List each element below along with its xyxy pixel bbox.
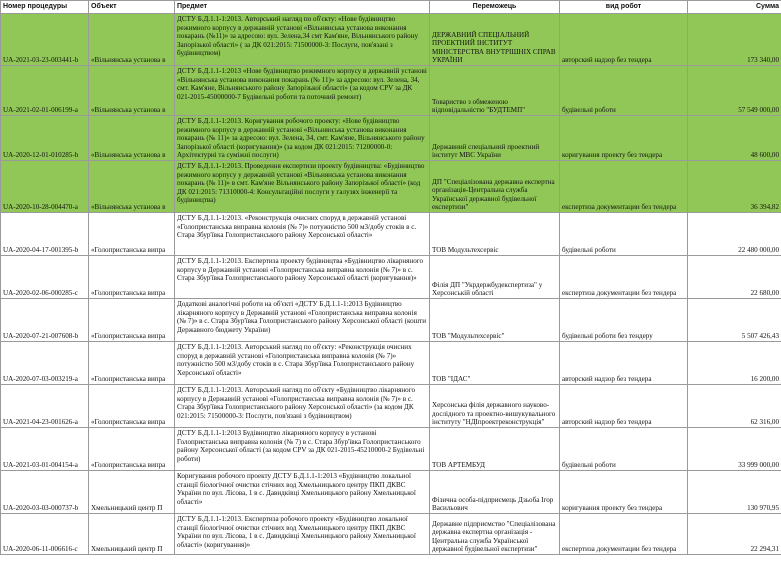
sum-cell[interactable]: 16 200,00 [688,341,781,384]
work-type-cell[interactable]: експертиза документации без тендера [560,160,688,212]
procedure-number-cell[interactable]: UA-2020-07-03-003219-a [1,341,89,384]
subject-cell[interactable]: ДСТУ Б.Д.1.1-1:2013. Експертиза робочого проекту «Будівництво локальної станції біологічної очистки стічних вод Хмельницького центру ПКП ДКВС України по вул. Лісова, 1 в с. Давидківці Хмельницького району Хмельницької області» (коригування)» [175,513,430,554]
winner-cell[interactable]: ДЕРЖАВНИЙ СПЕЦІАЛЬНИЙ ПРОЕКТНИЙ ІНСТИТУТ МІНІСТЕРСТВА ВНУТРІШНІХ СПРАВ УКРАЇНИ [430,14,560,66]
sum-cell[interactable]: 22 680,00 [688,255,781,298]
subject-cell[interactable]: Коригування робочого проекту ДСТУ Б.Д.1.1-1:2013 «Будівництво локальної станції біологічної очистки стічних вод Хмельницького центру ПКП ДКВС України по вул. Лісова, 1 в с. Давидківці Хмельницького району Хмельницької області» [175,470,430,513]
table-row[interactable] [1,427,781,470]
object-cell[interactable]: «Вільнянська установа в [89,160,175,212]
work-type-cell[interactable]: експертиза документации без тендера [560,513,688,554]
procedure-number-cell[interactable]: UA-2020-12-01-010285-b [1,116,89,161]
procedure-number-cell[interactable]: UA-2021-03-23-003441-b [1,14,89,66]
procedure-number-cell[interactable]: UA-2020-04-17-001395-b [1,212,89,255]
table-row[interactable] [1,212,781,255]
object-cell[interactable]: Хмельницький центр П [89,513,175,554]
winner-cell[interactable]: ТОВ "Модультехсервіс" [430,298,560,341]
work-type-cell[interactable]: коригування проекту без тендера [560,470,688,513]
table-row[interactable] [1,160,781,212]
sum-cell[interactable]: 36 394,82 [688,160,781,212]
subject-cell[interactable]: ДСТУ Б.Д.1.1-1:2013. «Реконструкція очисних споруд в державній установі «Голопристанська виправна колонія (№ 7)» потужністю 500 м3/добу стоків в с. Стара Збур'ївка Голопристанського району Херсонської області» [175,212,430,255]
procedure-number-cell[interactable]: UA-2021-04-23-001626-a [1,384,89,427]
table-row[interactable] [1,298,781,341]
winner-cell[interactable]: ДП "Спеціалізована державна експертна організація-Центральна служба Української державної будівельної експертизи" [430,160,560,212]
subject-cell[interactable]: ДСТУ Б.Д.1.1-1:2013. Коригування робочого проекту: «Нове будівництво режимного корпусу в державній установі «Вільнянська установа виконання покарань (№ 11)» за адресою: вул. Зелена, 34, смт. Кам'яне, Вільнянського району Запорізької області (коригування)» (за кодом ДК 021:2015: 71200000-0: Архітектурні та суміжні послуги) [175,116,430,161]
subject-cell[interactable]: ДСТУ Б.Д.1.1-1:2013. Авторський нагляд по об'єкту «Будівництво лікарняного корпусу в Державній установі «Голопристанська виправна колонія (№ 7)» в с. Стара Збур'ївка Голопристанського району Херсонської області» (за кодом ДК 021:2015: 71500000-3: Послуги, пов'язані з будівництвом) [175,384,430,427]
work-type-cell[interactable]: будівельні роботи [560,212,688,255]
subject-cell[interactable]: ДСТУ Б.Д.1.1-1:2013 Будівництво лікарняного корпусу в установі Голопристанська виправна колонія (№ 7) в с. Стара Збур'ївка Голопристанського району Херсонської області (за кодом CPV за ДК 021-2015-45210000-2 Будівельні роботи) [175,427,430,470]
procedure-number-cell[interactable]: UA-2020-10-28-004470-a [1,160,89,212]
object-cell[interactable]: «Вільнянська установа в [89,14,175,66]
winner-cell[interactable]: Державне підприємство "Спеціалізована державна експертна організація - Центральна служба Української державної будівельної експертизи" [430,513,560,554]
winner-cell[interactable]: Товариство з обмеженою відповідальністю "БУДТЕМП" [430,66,560,116]
sum-cell[interactable]: 22 480 000,00 [688,212,781,255]
object-cell[interactable]: «Голопристанська випра [89,427,175,470]
header-subject[interactable]: Предмет [175,1,430,14]
table-row[interactable] [1,513,781,554]
header-work-type[interactable]: вид робот [560,1,688,14]
subject-cell[interactable]: ДСТУ Б.Д.1.1-1:2013 «Нове будівництво режимного корпусу в державній установі «Вільнянська установа виконання покарань (№ 11)» за адресою: вул. Зелена, 34, смт. Кам'яне, Вільнянського району Запорізької області» (за кодом CPV за ДК 021-2015-45000000-7 Будівельні роботи та поточний ремонт) [175,66,430,116]
object-cell[interactable]: «Голопристанська випра [89,212,175,255]
winner-cell[interactable]: ТОВ АРТЕМБУД [430,427,560,470]
subject-cell[interactable]: ДСТУ Б.Д.1.1-1:2013. Проведення експертизи проекту будівництва: «Будівництво режимного корпусу у державній установі «Вільнянська установа виконання покарань (№ 11)» в смт. Кам'яне Вільнянського району Запорізької області» (код ДК 021:2015: 71310000-4: Консультаційні послуги у галузях інженерії та будівництва) [175,160,430,212]
sum-cell[interactable]: 33 999 000,00 [688,427,781,470]
header-object[interactable]: Объект [89,1,175,14]
winner-cell[interactable]: Філія ДП "Укрдержбудекспертиза" у Херсонській області [430,255,560,298]
subject-cell[interactable]: ДСТУ Б.Д.1.1-1:2013. Авторський нагляд по об'єкту: «Нове будівництво режимного корпусу в державній установі «Вільнянська установа виконання покарань (№11)» за адресою: вул. Зелена,34 смт Кам'яне, Вільнянського району Запорізької області» ( за ДК 021:2015: 71500000-3: Послуги, пов'язані з будівництвом) [175,14,430,66]
table-row[interactable] [1,116,781,161]
winner-cell[interactable]: Херсонська філія державного науково-дослідного та проектно-вишукувального інституту "НДІпроектреконструкція" [430,384,560,427]
sum-cell[interactable]: 57 549 000,00 [688,66,781,116]
header-row [1,1,781,14]
object-cell[interactable]: Хмельницький центр П [89,470,175,513]
object-cell[interactable]: «Голопристанська випра [89,341,175,384]
table-row[interactable] [1,470,781,513]
table-row[interactable] [1,255,781,298]
winner-cell[interactable]: ТОВ Модультехсервіс [430,212,560,255]
sum-cell[interactable]: 130 970,95 [688,470,781,513]
winner-cell[interactable]: ТОВ "ІДАС" [430,341,560,384]
winner-cell[interactable]: Фізична особа-підприємець Дзьоба Ігор Васильович [430,470,560,513]
object-cell[interactable]: «Вільнянська установа в [89,66,175,116]
table-row[interactable] [1,341,781,384]
procedure-number-cell[interactable]: UA-2020-06-11-006616-c [1,513,89,554]
work-type-cell[interactable]: будівельні роботи [560,66,688,116]
header-winner[interactable]: Переможець [430,1,560,14]
object-cell[interactable]: «Голопристанська випра [89,384,175,427]
procedure-number-cell[interactable]: UA-2020-07-21-007608-b [1,298,89,341]
subject-cell[interactable]: ДСТУ Б.Д.1.1-1:2013. Експертиза проекту будівництва «Будівництво лікарняного корпусу в Державній установі «Голопристанська виправна колонія (№ 7)» в с. Стара Збур'ївка Голопристанського району Херсонської області (коригування)» [175,255,430,298]
sum-cell[interactable]: 62 316,00 [688,384,781,427]
procedure-number-cell[interactable]: UA-2021-03-01-004154-a [1,427,89,470]
header-procedure-number[interactable]: Номер процедуры [1,1,89,14]
object-cell[interactable]: «Голопристанська випра [89,255,175,298]
sum-cell[interactable]: 22 294,31 [688,513,781,554]
procedure-number-cell[interactable]: UA-2020-02-06-000285-c [1,255,89,298]
work-type-cell[interactable]: коригування проекту без тендера [560,116,688,161]
procedure-number-cell[interactable]: UA-2021-02-01-006199-a [1,66,89,116]
header-sum[interactable]: Сумма [688,1,781,14]
work-type-cell[interactable]: будівельні роботи [560,427,688,470]
sum-cell[interactable]: 48 600,00 [688,116,781,161]
object-cell[interactable]: «Голопристанська випра [89,298,175,341]
sum-cell[interactable]: 173 340,00 [688,14,781,66]
table-row[interactable] [1,66,781,116]
object-cell[interactable]: «Вільнянська установа в [89,116,175,161]
subject-cell[interactable]: Додаткові аналогічні роботи на об'єкті «ДСТУ Б.Д.1.1-1:2013 Будівництво лікарняного корпусу в Державній установі «Голопристанська виправна колонія (№ 7)» в с. Стара Збур'ївка Голопристанського району Херсонської області (кошти Державного бюджету України) [175,298,430,341]
work-type-cell[interactable]: експертиза документации без тендера [560,255,688,298]
table-row[interactable] [1,14,781,66]
work-type-cell[interactable]: будівельні роботи без тендеру [560,298,688,341]
work-type-cell[interactable]: авторский надзор без тендера [560,384,688,427]
procedure-number-cell[interactable]: UA-2020-03-03-000737-b [1,470,89,513]
table-row[interactable] [1,384,781,427]
work-type-cell[interactable]: авторский надзор без тендера [560,341,688,384]
work-type-cell[interactable]: авторский надзор без тендера [560,14,688,66]
subject-cell[interactable]: ДСТУ Б.Д.1.1-1:2013. Авторський нагляд по об'єкту: «Реконструкція очисних споруд в державній установі «Голопристанська виправна колонія (№ 7)» потужністю 500 м3/добу стоків в с. Стара Збур'ївка Голопристанського району Херсонської області» [175,341,430,384]
sum-cell[interactable]: 5 507 426,43 [688,298,781,341]
winner-cell[interactable]: Державний спеціальний проектний інститут МВС України [430,116,560,161]
